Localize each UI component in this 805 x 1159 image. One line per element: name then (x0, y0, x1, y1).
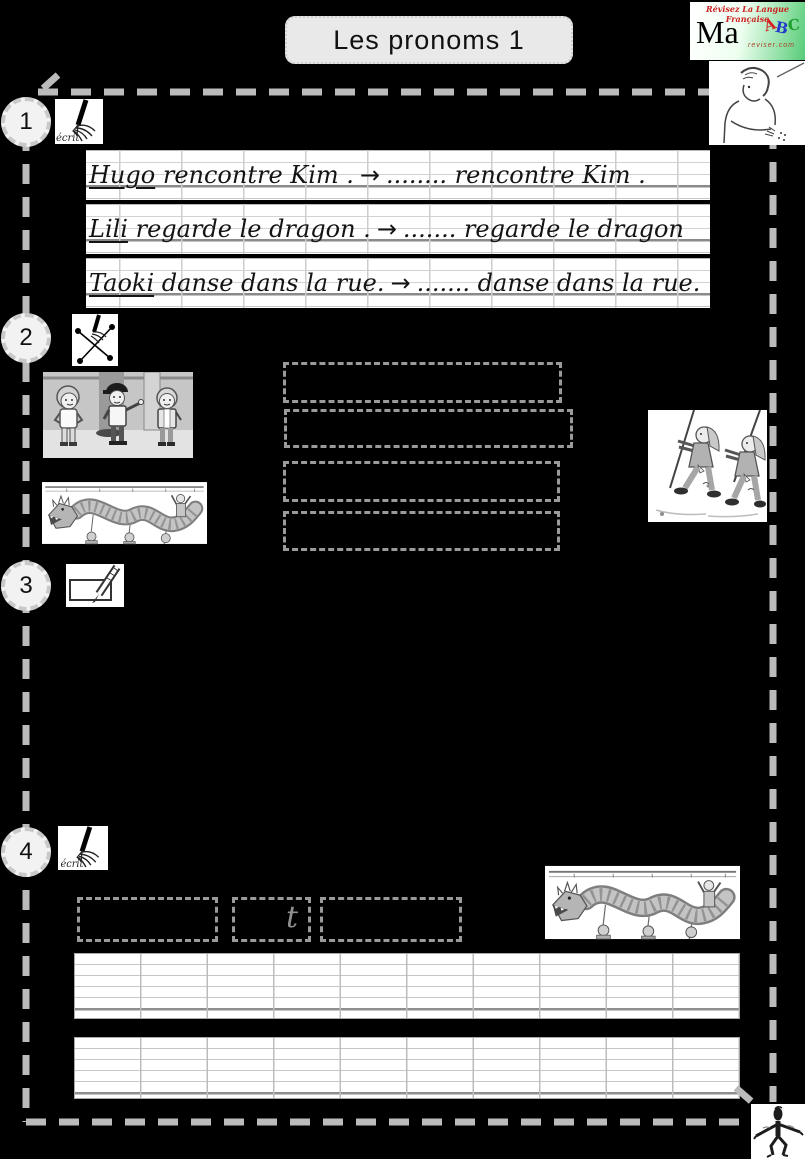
walkers-image (648, 410, 767, 522)
brand-site: reviser.com (748, 42, 795, 49)
arrow-glyph: → (359, 161, 381, 189)
arrow-glyph: → (390, 269, 411, 297)
answer-box-3[interactable] (283, 461, 560, 502)
kids-image (43, 372, 193, 458)
boy-writing-image (709, 61, 805, 145)
ex4-box-1[interactable] (77, 897, 218, 942)
arrow-glyph: → (376, 215, 397, 243)
answer-box-1[interactable] (283, 362, 562, 403)
dancer-image (751, 1104, 805, 1159)
brand-abc-c: C (787, 15, 802, 35)
sentence-text: rencontre Kim . (162, 161, 354, 189)
step-circle-3 (1, 561, 51, 611)
ex4-box-2[interactable] (232, 897, 311, 942)
sentence-text: danse dans la rue. (161, 269, 385, 297)
connect-lines-icon (72, 314, 118, 366)
step-circle-2 (1, 313, 51, 363)
dragon-image (42, 481, 207, 545)
brand-name: Ma (696, 14, 739, 50)
write-icon (58, 826, 108, 870)
subject-word: Lili (89, 215, 128, 243)
answer-blank[interactable]: ....... danse dans la rue. (416, 269, 701, 297)
subject-word: Hugo (89, 161, 156, 189)
answer-blank[interactable]: ........ rencontre Kim . (386, 161, 646, 189)
dragon-image-2 (545, 865, 740, 940)
write-icon-label: écrit (60, 859, 84, 870)
write-icon (55, 99, 103, 144)
ex4-box2-letter: t (285, 900, 298, 935)
write-icon-label: écrit (56, 133, 80, 144)
step-number-3: 3 (19, 572, 33, 599)
subject-word: Taoki (89, 269, 155, 297)
brand-abc-b: B (773, 17, 790, 39)
page-title: Les pronoms 1 (333, 24, 525, 55)
underline-icon (66, 564, 124, 607)
answer-blank[interactable]: ....... regarde le dragon (402, 215, 684, 243)
answer-box-4[interactable] (283, 511, 560, 551)
brand-abc-a: A (761, 14, 779, 36)
step-number-2: 2 (19, 324, 33, 351)
sentence-text: regarde le dragon . (135, 215, 371, 243)
brand-tagline: Révisez La Langue Française (705, 4, 790, 24)
ex4-box-3[interactable] (320, 897, 462, 942)
step-number-1: 1 (19, 108, 33, 135)
step-number-4: 4 (19, 838, 33, 865)
step-circle-4 (1, 827, 51, 877)
answer-box-2[interactable] (284, 409, 573, 448)
step-circle-1 (1, 97, 51, 147)
